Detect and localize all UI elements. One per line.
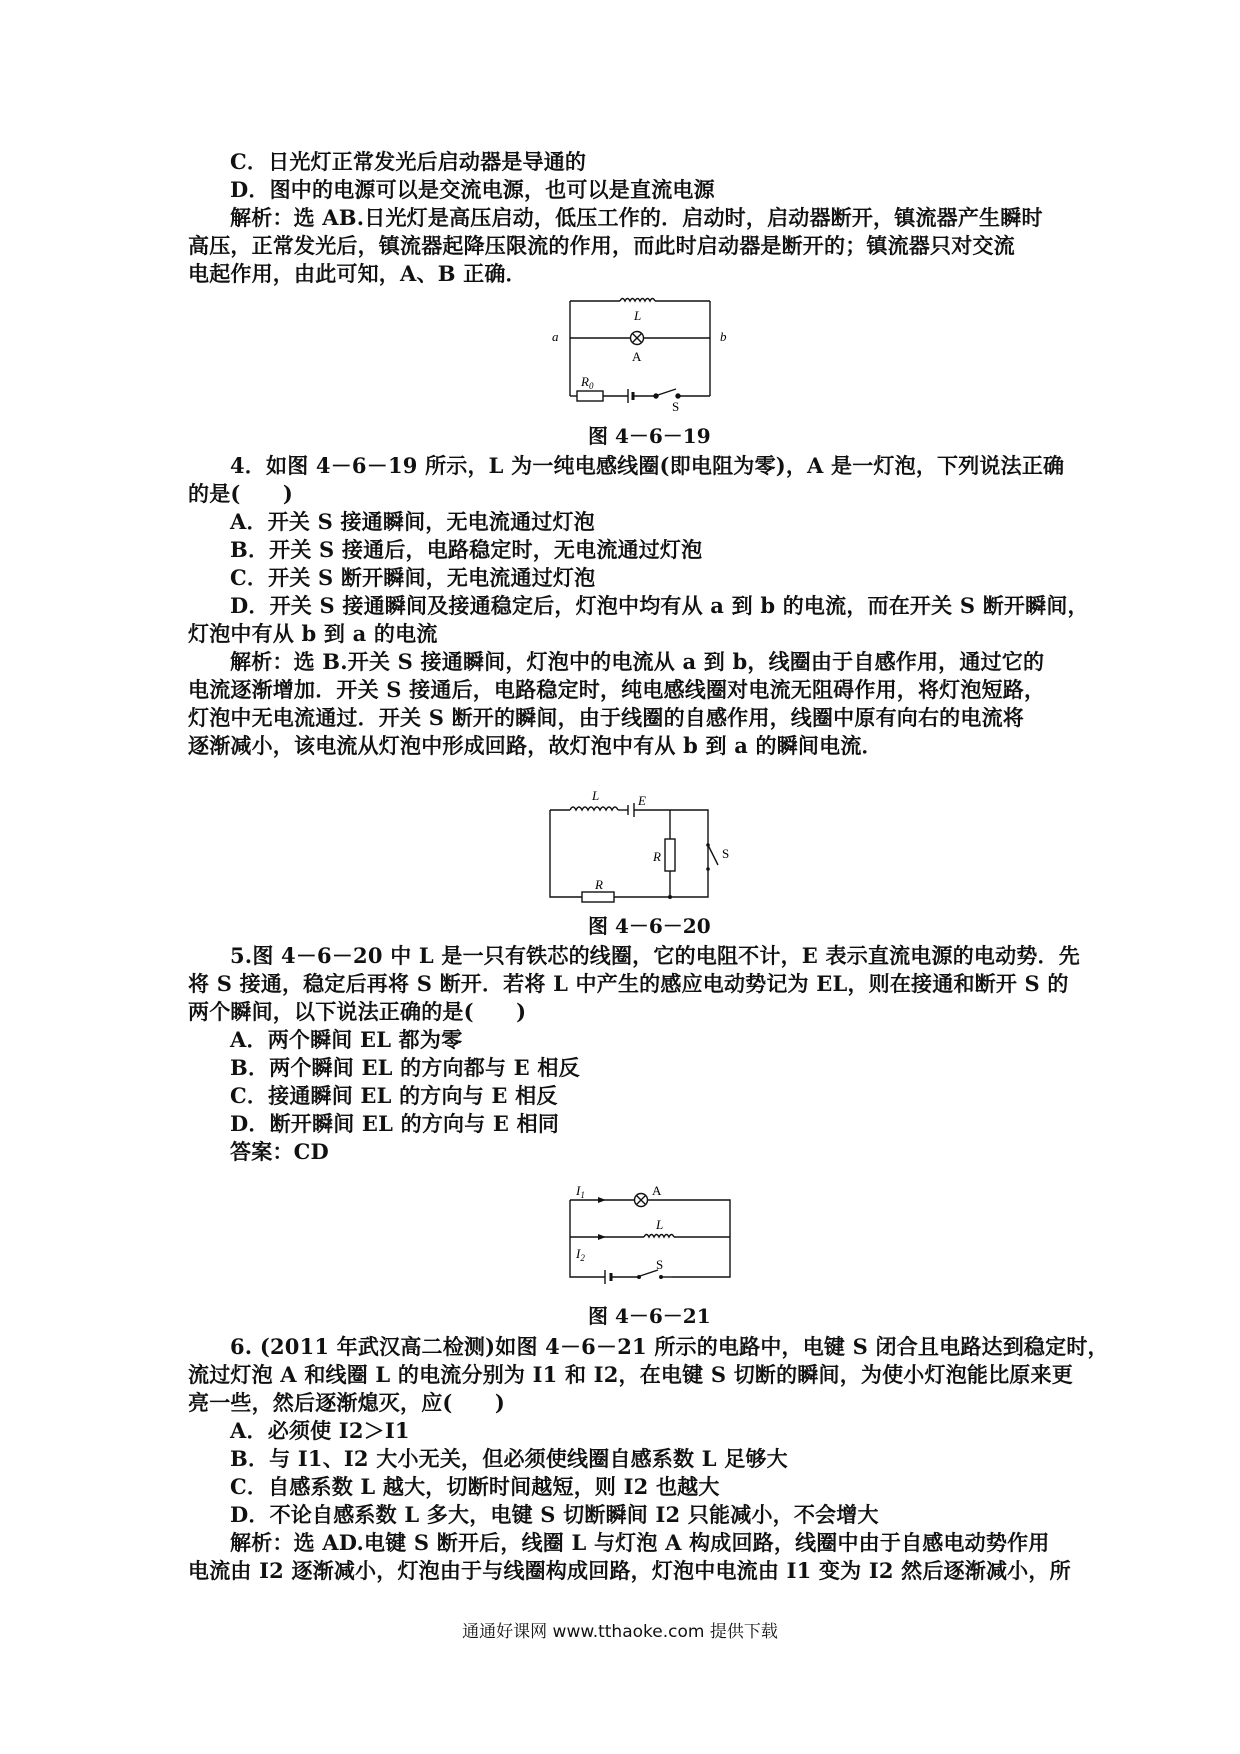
option-a-q5: A．两个瞬间 EL 都为零 bbox=[230, 1027, 463, 1052]
question-5-line1: 5.图 4－6－20 中 L 是一只有铁芯的线圈，它的电阻不计，E 表示直流电源的电动势．先 bbox=[230, 943, 1080, 968]
label-R-horizontal: R bbox=[595, 877, 603, 892]
option-b-q5: B．两个瞬间 EL 的方向都与 E 相反 bbox=[230, 1055, 580, 1080]
analysis-q3-line1: 解析：选 AB.日光灯是高压启动，低压工作的．启动时，启动器断开，镇流器产生瞬时 bbox=[230, 205, 1043, 230]
option-d-q3: D．图中的电源可以是交流电源，也可以是直流电源 bbox=[230, 177, 715, 202]
label-R-vertical: R bbox=[653, 849, 661, 864]
option-d-q6: D．不论自感系数 L 多大，电键 S 切断瞬间 I2 只能减小，不会增大 bbox=[230, 1502, 879, 1527]
analysis-q4-line3: 灯泡中无电流通过．开关 S 断开的瞬间，由于线圈的自感作用，线圈中原有向右的电流将 bbox=[188, 705, 1024, 730]
label-a: a bbox=[552, 329, 559, 344]
option-d-q4-line1: D．开关 S 接通瞬间及接通稳定后，灯泡中均有从 a 到 b 的电流，而在开关 S 断开瞬间， bbox=[230, 593, 1089, 618]
caption-4-6-19: 图 4－6－19 bbox=[588, 424, 711, 448]
label-switch-S: S bbox=[722, 846, 730, 861]
option-b-q4: B．开关 S 接通后，电路稳定时，无电流通过灯泡 bbox=[230, 537, 703, 562]
label-L: L bbox=[634, 308, 642, 323]
question-5-line2: 将 S 接通，稳定后再将 S 断开．若将 L 中产生的感应电动势记为 EL，则在接通和断开 S 的 bbox=[188, 971, 1069, 996]
analysis-q6-line2: 电流由 I2 逐渐减小，灯泡由于与线圈构成回路，灯泡中电流由 I1 变为 I2 然后逐渐减小，所 bbox=[188, 1558, 1071, 1583]
question-6-line1: 6. (2011 年武汉高二检测)如图 4－6－21 所示的电路中，电键 S 闭合且电路达到稳定时， bbox=[230, 1334, 1109, 1359]
label-L: L bbox=[656, 1217, 664, 1232]
circuit-diagram-4-6-21 bbox=[560, 1185, 740, 1295]
analysis-q4-line4: 逐渐减小，该电流从灯泡中形成回路，故灯泡中有从 b 到 a 的瞬间电流． bbox=[188, 733, 883, 758]
option-a-q6: A．必须使 I2＞I1 bbox=[230, 1418, 410, 1443]
label-R0: $R_0$ bbox=[581, 374, 594, 391]
label-I1: $I_1$ bbox=[576, 1185, 585, 1200]
question-6-line2: 流过灯泡 A 和线圈 L 的电流分别为 I1 和 I2，在电键 S 切断的瞬间，为使小灯泡能比原来更 bbox=[188, 1362, 1073, 1387]
option-c-q5: C．接通瞬间 EL 的方向与 E 相反 bbox=[230, 1083, 558, 1108]
label-L: L bbox=[592, 788, 600, 803]
analysis-q4-line1: 解析：选 B.开关 S 接通瞬间，灯泡中的电流从 a 到 b，线圈由于自感作用，通过它的 bbox=[230, 649, 1045, 674]
question-4-line1: 4．如图 4－6－19 所示，L 为一纯电感线圈(即电阻为零)，A 是一灯泡，下列说法正确 bbox=[230, 453, 1065, 478]
label-I2: $I_2$ bbox=[576, 1246, 585, 1263]
caption-4-6-20: 图 4－6－20 bbox=[588, 914, 711, 938]
label-lamp-A: A bbox=[652, 1185, 662, 1198]
circuit-diagram-4-6-20 bbox=[540, 785, 740, 905]
question-6-line3: 亮一些，然后逐渐熄灭，应( ) bbox=[188, 1390, 506, 1415]
label-switch-S: S bbox=[672, 399, 680, 414]
option-c-q4: C．开关 S 断开瞬间，无电流通过灯泡 bbox=[230, 565, 596, 590]
label-b: b bbox=[720, 329, 727, 344]
caption-4-6-21: 图 4－6－21 bbox=[588, 1304, 711, 1328]
option-c-q3: C．日光灯正常发光后启动器是导通的 bbox=[230, 149, 587, 174]
option-d-q4-line2: 灯泡中有从 b 到 a 的电流 bbox=[188, 621, 438, 646]
question-5-line3: 两个瞬间，以下说法正确的是( ) bbox=[188, 999, 527, 1024]
label-switch-S: S bbox=[656, 1257, 664, 1272]
option-b-q6: B．与 I1、I2 大小无关，但必须使线圈自感系数 L 足够大 bbox=[230, 1446, 788, 1471]
label-lamp-A: A bbox=[632, 349, 642, 364]
option-c-q6: C．自感系数 L 越大，切断时间越短，则 I2 也越大 bbox=[230, 1474, 720, 1499]
label-E: E bbox=[638, 793, 646, 808]
answer-q5: 答案：CD bbox=[230, 1139, 329, 1164]
footer-credit: 通通好课网 www.tthaoke.com 提供下载 bbox=[462, 1622, 778, 1642]
analysis-q4-line2: 电流逐渐增加．开关 S 接通后，电路稳定时，纯电感线圈对电流无阻碍作用，将灯泡短路， bbox=[188, 677, 1046, 702]
analysis-q3-line2: 高压，正常发光后，镇流器起降压限流的作用，而此时启动器是断开的；镇流器只对交流 bbox=[188, 233, 1015, 258]
circuit-diagram-4-6-19 bbox=[550, 296, 730, 414]
question-4-line2: 的是( ) bbox=[188, 481, 294, 506]
option-a-q4: A．开关 S 接通瞬间，无电流通过灯泡 bbox=[230, 509, 595, 534]
option-d-q5: D．断开瞬间 EL 的方向与 E 相同 bbox=[230, 1111, 560, 1136]
analysis-q3-line3: 电起作用，由此可知，A、B 正确． bbox=[188, 261, 527, 286]
analysis-q6-line1: 解析：选 AD.电键 S 断开后，线圈 L 与灯泡 A 构成回路，线圈中由于自感电动势作用 bbox=[230, 1530, 1050, 1555]
